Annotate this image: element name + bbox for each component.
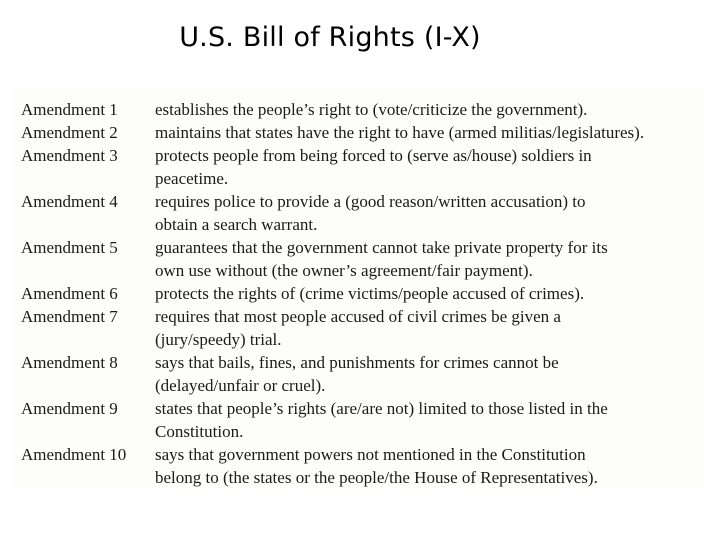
amendment-worksheet bbox=[13, 88, 705, 490]
amendment-label: Amendment 1 bbox=[21, 100, 118, 119]
description-line: protects people from being forced to (serve as/house) soldiers in bbox=[155, 146, 592, 165]
amendment-label: Amendment 9 bbox=[21, 399, 118, 418]
amendment-description bbox=[155, 351, 700, 397]
description-line: belong to (the states or the people/the House of Representatives). bbox=[155, 468, 598, 487]
description-line: guarantees that the government cannot take private property for its bbox=[155, 238, 608, 257]
description-line: establishes the people’s right to (vote/criticize the government). bbox=[155, 100, 588, 119]
slide-title: U.S. Bill of Rights (I-X) bbox=[179, 22, 481, 53]
description-line: Constitution. bbox=[155, 422, 244, 441]
description-line: own use without (the owner’s agreement/fair payment). bbox=[155, 261, 533, 280]
amendment-label: Amendment 5 bbox=[21, 238, 118, 257]
amendment-description bbox=[155, 144, 700, 190]
description-line: states that people’s rights (are/are not) limited to those listed in the bbox=[155, 399, 608, 418]
amendment-description bbox=[155, 397, 700, 443]
amendment-description bbox=[155, 236, 700, 282]
description-line: obtain a search warrant. bbox=[155, 215, 318, 234]
amendment-description bbox=[155, 443, 700, 489]
amendment-description bbox=[155, 121, 700, 144]
description-line: (jury/speedy) trial. bbox=[155, 330, 282, 349]
amendment-description bbox=[155, 282, 700, 305]
amendment-label: Amendment 4 bbox=[21, 192, 118, 211]
amendment-description bbox=[155, 98, 700, 121]
description-line: (delayed/unfair or cruel). bbox=[155, 376, 326, 395]
amendment-label: Amendment 3 bbox=[21, 146, 118, 165]
amendment-label: Amendment 10 bbox=[21, 445, 127, 464]
amendment-label: Amendment 7 bbox=[21, 307, 118, 326]
amendment-label: Amendment 6 bbox=[21, 284, 118, 303]
amendment-label: Amendment 8 bbox=[21, 353, 118, 372]
amendment-label: Amendment 2 bbox=[21, 123, 118, 142]
amendment-description bbox=[155, 190, 700, 236]
amendment-description bbox=[155, 305, 700, 351]
description-line: peacetime. bbox=[155, 169, 229, 188]
description-line: maintains that states have the right to have (armed militias/legislatures). bbox=[155, 123, 645, 142]
description-line: requires that most people accused of civil crimes be given a bbox=[155, 307, 561, 326]
description-line: requires police to provide a (good reason/written accusation) to bbox=[155, 192, 586, 211]
description-line: says that bails, fines, and punishments for crimes cannot be bbox=[155, 353, 559, 372]
description-line: says that government powers not mentioned in the Constitution bbox=[155, 445, 586, 464]
description-line: protects the rights of (crime victims/people accused of crimes). bbox=[155, 284, 585, 303]
